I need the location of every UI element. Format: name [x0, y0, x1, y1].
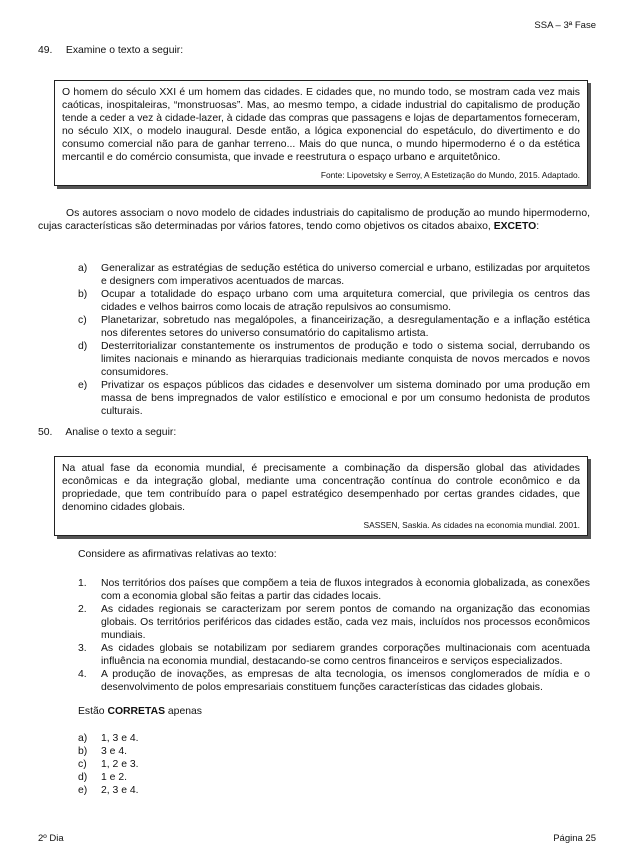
statement-mark: 3. — [78, 643, 87, 654]
stem-punctuation: : — [536, 221, 540, 232]
option-e[interactable] — [78, 379, 590, 418]
option-mark: d) — [78, 772, 88, 783]
option-text: 3 e 4. — [101, 746, 127, 757]
option-mark: e) — [78, 380, 88, 391]
statement-text: As cidades regionais se caracterizam por serem pontos de comando na organização das economias globais. Os territórios periféricos das cidades estão, cada vez mais, incluídos nos processos econômicos mundiais. — [101, 604, 590, 641]
statement-1 — [78, 577, 590, 603]
option-e[interactable] — [78, 784, 590, 797]
quote-text: Na atual fase da economia mundial, é precisamente a combinação da dispersão global das atividades econômicas e da integração global, mediante uma concentração contínua do controle econômico e da propriedade, que tem contribuído para o papel estratégico desempenhado por certas grandes cidades, que denomino cidades globais. — [62, 463, 580, 513]
statement-mark: 1. — [78, 578, 87, 589]
statement-4 — [78, 668, 590, 694]
option-mark: c) — [78, 315, 87, 326]
consider-statement: Considere as afirmativas relativas ao texto: — [78, 549, 277, 560]
option-mark: b) — [78, 746, 88, 757]
option-d[interactable] — [78, 771, 590, 784]
question-49-stem — [38, 207, 590, 233]
quote-box-50 — [54, 456, 588, 536]
question-50-options — [78, 732, 590, 797]
option-text: Planetarizar, sobretudo nas megalópoles, a financeirização, a desregulamentação e a inflação estética nos diferentes setores do universo consumatório do capitalismo artista. — [101, 315, 590, 339]
statement-text: A produção de inovações, as empresas de alta tecnologia, os imensos conglomerados de mídia e o desenvolvimento de polos empresariais constituem funções características das cidades globais. — [101, 669, 590, 693]
question-49-title — [38, 44, 183, 57]
footer-day: 2º Dia — [38, 833, 64, 844]
option-text: 1 e 2. — [101, 772, 127, 783]
quote-source: SASSEN, Saskia. As cidades na economia mundial. 2001. — [363, 520, 580, 530]
option-mark: d) — [78, 341, 88, 352]
option-mark: b) — [78, 289, 88, 300]
option-d[interactable] — [78, 340, 590, 379]
option-text: Generalizar as estratégias de sedução estética do universo comercial e urbano, estilizadas por arquitetos e designers com imperativos acentuados de marcas. — [101, 263, 590, 287]
option-mark: a) — [78, 263, 88, 274]
correct-prompt-text: Estão — [78, 706, 108, 717]
statement-text: Nos territórios dos países que compõem a teia de fluxos integrados à economia globalizada, as conexões com a economia global são feitas a partir das cidades locais. — [101, 578, 590, 602]
question-50-title — [38, 426, 176, 439]
option-mark: a) — [78, 733, 88, 744]
option-text: 2, 3 e 4. — [101, 785, 139, 796]
option-a[interactable] — [78, 262, 590, 288]
stem-text: Os autores associam o novo modelo de cidades industriais do capitalismo de produção ao mundo hipermoderno, cujas características são determinadas por vários fatores, tendo como objetivos os citados abaixo, — [38, 208, 590, 232]
quote-text: O homem do século XXI é um homem das cidades. E cidades que, no mundo todo, se mostram cada vez mais caóticas, inospitaleiras, “monstruosas”. Mas, ao mesmo tempo, a cidade industrial do capitalismo de produção tende a ceder a vez à cidade-lazer, à cidade das compras que passagens e lojas de departamentos forneceram, no século XIX, o modelo inaugural. Desde então, a lógica exponencial do espetáculo, do divertimento e do consumo comercial não para de ganhar terreno... Mais do que nunca, o mundo hipermoderno é o da estética mercantil e do comércio consumista, que invade e reestrutura o espaço urbano e arquitetônico. — [62, 87, 580, 163]
option-text: 1, 2 e 3. — [101, 759, 139, 770]
option-c[interactable] — [78, 758, 590, 771]
option-a[interactable] — [78, 732, 590, 745]
quote-box-49 — [54, 80, 588, 186]
correct-prompt — [78, 705, 202, 718]
question-prompt: Examine o texto a seguir: — [65, 45, 184, 56]
question-50-statements — [78, 577, 590, 694]
option-mark: e) — [78, 785, 88, 796]
footer-page-number: Página 25 — [553, 833, 596, 844]
statement-mark: 4. — [78, 669, 87, 680]
statement-text: As cidades globais se notabilizam por sediarem grandes corporações multinacionais com acentuada influência na economia mundial, destacando-se como centros financeiros e serviços especializados. — [101, 643, 590, 667]
question-number: 50. — [38, 427, 53, 438]
statement-2 — [78, 603, 590, 642]
option-b[interactable] — [78, 745, 590, 758]
option-text: Desterritorializar constantemente os instrumentos de produção e todo o sistema social, derrubando os limites nacionais e minando as hierarquias tradicionais mediante conquista de novos mercados e novos consumidores. — [101, 341, 590, 378]
correct-emphasis: CORRETAS — [107, 706, 166, 717]
exam-header: SSA – 3ª Fase — [534, 20, 596, 31]
question-49-options — [78, 262, 590, 418]
correct-prompt-text: apenas — [165, 706, 202, 717]
stem-emphasis: EXCETO — [493, 221, 537, 232]
option-text: Privatizar os espaços públicos das cidades e desenvolver um sistema dominado por uma produção em massa de bens impregnados de valor estilístico e emocional e por um consumo hedonista de produtos culturais. — [101, 380, 590, 417]
option-b[interactable] — [78, 288, 590, 314]
quote-source: Fonte: Lipovetsky e Serroy, A Estetização do Mundo, 2015. Adaptado. — [320, 170, 580, 180]
option-c[interactable] — [78, 314, 590, 340]
option-text: 1, 3 e 4. — [101, 733, 139, 744]
statement-mark: 2. — [78, 604, 87, 615]
question-prompt: Analise o texto a seguir: — [65, 427, 177, 438]
question-number: 49. — [38, 45, 53, 56]
option-text: Ocupar a totalidade do espaço urbano com uma arquitetura comercial, que privilegia os centros das cidades e velhos bairros como locais de atração repulsivos ao consumismo. — [101, 289, 590, 313]
option-mark: c) — [78, 759, 87, 770]
statement-3 — [78, 642, 590, 668]
